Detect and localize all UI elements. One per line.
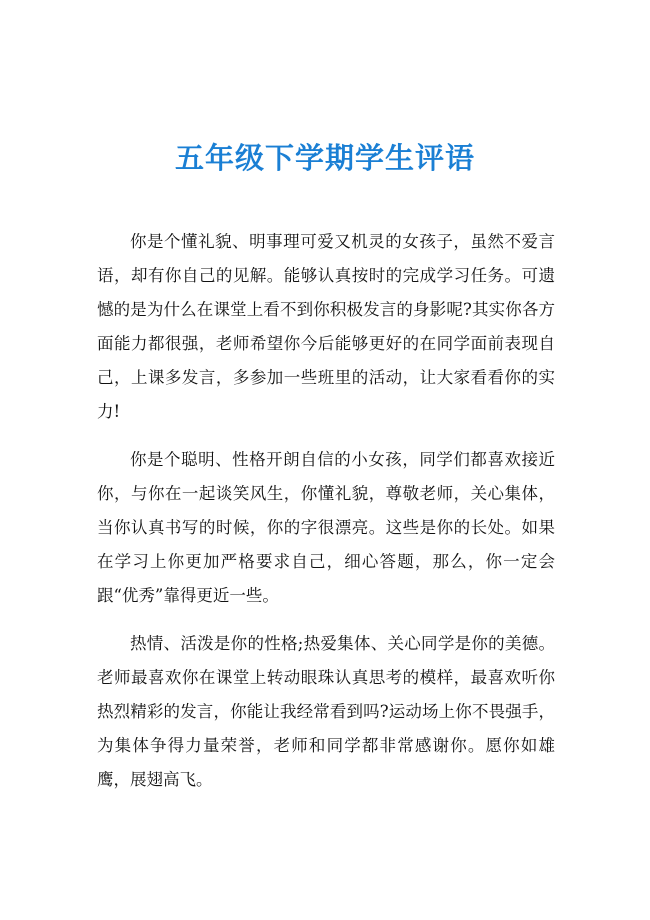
document-body xyxy=(97,225,555,811)
paragraph-1: 你是个懂礼貌、明事理可爱又机灵的女孩子，虽然不爱言语，却有你自己的见解。能够认真按时的完成学习任务。可遗憾的是为什么在课堂上看不到你积极发言的身影呢?其实你各方面能力都很强，老师希望你今后能够更好的在同学面前表现自己，上课多发言，多参加一些班里的活动，让大家看看你的实力! xyxy=(97,232,555,421)
paragraph-3: 热情、活泼是你的性格;热爱集体、关心同学是你的美德。老师最喜欢你在课堂上转动眼珠认真思考的模样，最喜欢听你热烈精彩的发言，你能让我经常看到吗?运动场上你不畏强手，为集体争得力量荣誉，老师和同学都非常感谢你。愿你如雄鹰，展翅高飞。 xyxy=(97,634,555,789)
paragraph-2: 你是个聪明、性格开朗自信的小女孩，同学们都喜欢接近你，与你在一起谈笑风生，你懂礼貌，尊敬老师，关心集体，当你认真书写的时候，你的字很漂亮。这些是你的长处。如果在学习上你更加严格要求自己，细心答题，那么，你一定会跟“优秀”靠得更近一些。 xyxy=(97,450,555,605)
page-title: 五年级下学期学生评语 xyxy=(174,141,475,175)
